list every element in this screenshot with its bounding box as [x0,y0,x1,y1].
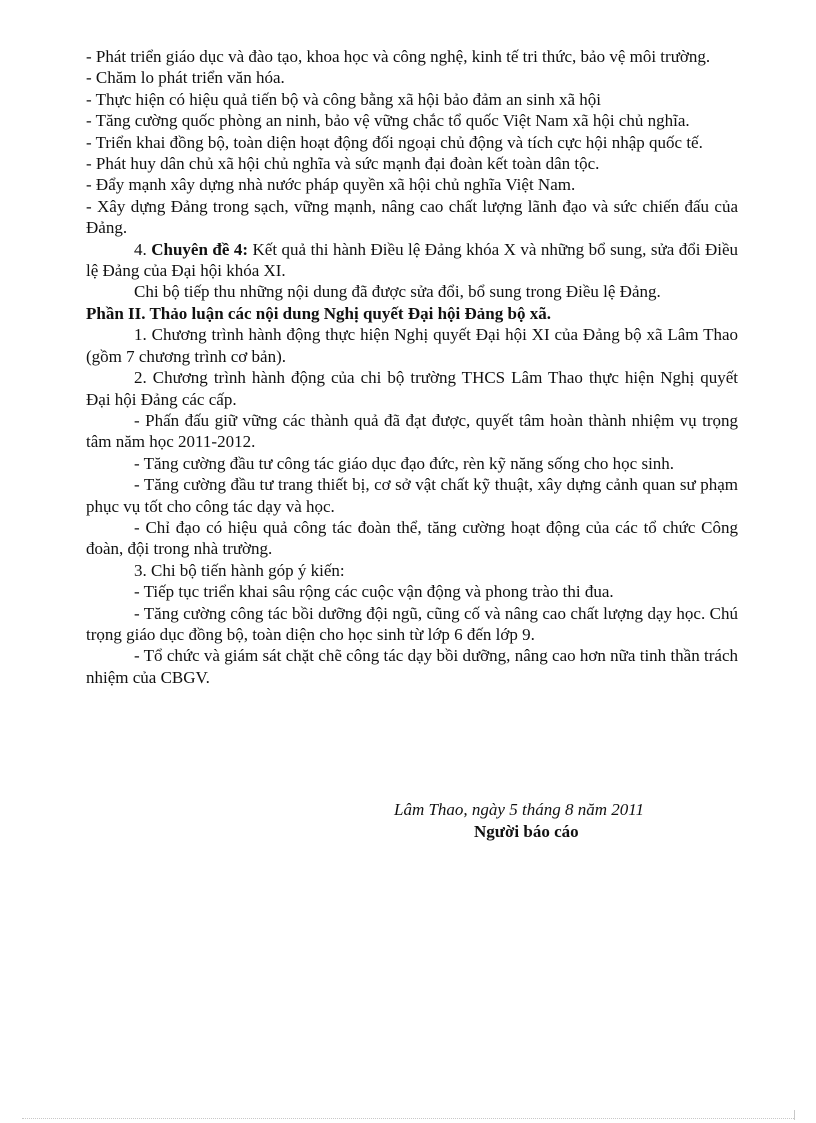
part-2-item: 1. Chương trình hành động thực hiện Nghị quyết Đại hội XI của Đảng bộ xã Lâm Thao (gồm 7 chương trình cơ bản). [86,325,738,366]
part-2-item: - Tăng cường đầu tư trang thiết bị, cơ sở vật chất kỹ thuật, xây dựng cảnh quan sư phạm phục vụ tốt cho công tác dạy và học. [86,475,738,516]
bullet-defense: - Tăng cường quốc phòng an ninh, bảo vệ vững chắc tổ quốc Việt Nam xã hội chủ nghĩa. [86,111,690,131]
part-2-heading: Phần II. Thảo luận các nội dung Nghị quyết Đại hội Đảng bộ xã. [86,303,551,323]
signature-block [86,799,738,843]
place-date: Lâm Thao, ngày 5 tháng 8 năm 2011 [394,800,644,819]
bullet-culture: - Chăm lo phát triển văn hóa. [86,68,285,88]
part-2-item: 2. Chương trình hành động của chi bộ trường THCS Lâm Thao thực hiện Nghị quyết Đại hội Đảng các cấp. [86,368,738,409]
document-body [86,46,738,688]
topic-4-text: Kết quả thi hành Điều lệ Đảng khóa X và những bổ sung, sửa đổi Điều lệ Đảng của Đại hội khóa XI. [86,239,739,281]
page-bottom-border [22,1118,794,1119]
bullet-democracy: - Phát huy dân chủ xã hội chủ nghĩa và sức mạnh đại đoàn kết toàn dân tộc. [86,154,600,174]
part-2-item: - Phấn đấu giữ vững các thành quả đã đạt được, quyết tâm hoàn thành nhiệm vụ trọng tâm năm học 2011-2012. [86,410,738,452]
bullet-social-justice: - Thực hiện có hiệu quả tiến bộ và công bằng xã hội bảo đảm an sinh xã hội [86,89,601,109]
topic-4-label: Chuyên đề 4: [151,239,249,259]
topic-4-paragraph [86,239,738,282]
part-2-item: - Tổ chức và giám sát chặt chẽ công tác dạy bồi dưỡng, nâng cao hơn nữa tinh thần trách nhiệm của CBGV. [86,646,738,687]
bullet-education: - Phát triển giáo dục và đào tạo, khoa học và công nghệ, kinh tế tri thức, bảo vệ môi trường. [86,47,711,66]
bullet-party-building: - Xây dựng Đảng trong sạch, vững mạnh, nâng cao chất lượng lãnh đạo và sức chiến đấu của Đảng. [86,196,738,238]
topic-4-number: 4. [134,239,147,259]
bullet-rule-of-law: - Đẩy mạnh xây dựng nhà nước pháp quyền xã hội chủ nghĩa Việt Nam. [86,175,576,195]
page-corner-mark [794,1110,795,1120]
part-2-item: - Tiếp tục triển khai sâu rộng các cuộc vận động và phong trào thi đua. [134,582,614,602]
reporter-title: Người báo cáo [474,822,579,841]
bullet-foreign-affairs: - Triển khai đồng bộ, toàn diện hoạt động đối ngoại chủ động và tích cực hội nhập quốc tế. [86,132,703,152]
part-2-item: - Tăng cường công tác bồi dưỡng đội ngũ, cũng cố và nâng cao chất lượng dạy học. Chú trọng giáo dục đồng bộ, toàn diện cho học sinh từ lớp 6 đến lớp 9. [86,603,738,644]
part-2-item: - Tăng cường đầu tư công tác giáo dục đạo đức, rèn kỹ năng sống cho học sinh. [134,453,675,473]
part-2-item: 3. Chi bộ tiến hành góp ý kiến: [134,560,345,580]
part-2-item: - Chỉ đạo có hiệu quả công tác đoàn thể, tăng cường hoạt động của các tổ chức Công đoàn, đội trong nhà trường. [86,517,738,559]
topic-4-followup: Chi bộ tiếp thu những nội dung đã được sửa đổi, bổ sung trong Điều lệ Đảng. [134,282,661,302]
